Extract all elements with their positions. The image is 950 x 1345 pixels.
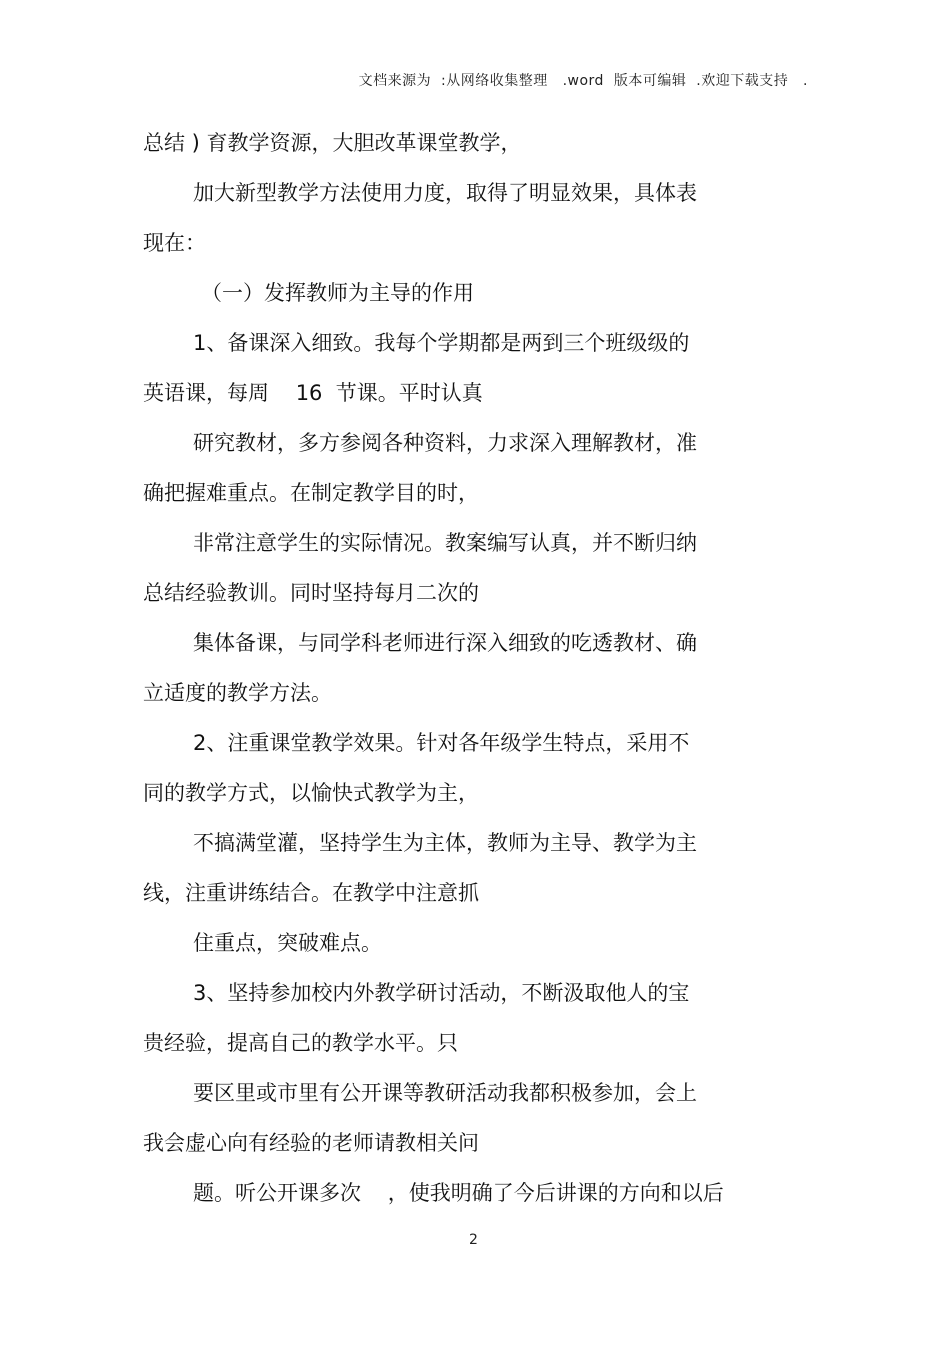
body-line: 总结 ) 育教学资源，大胆改革课堂教学， <box>143 131 522 155</box>
body-line: 集体备课，与同学科老师进行深入细致的吃透教材、确 <box>193 631 697 655</box>
body-line: 题。听公开课多次 ，使我明确了今后讲课的方向和以后 <box>193 1181 724 1205</box>
body-line: 1、备课深入细致。我每个学期都是两到三个班级级的 <box>193 331 690 355</box>
page-number: 2 <box>469 1232 478 1248</box>
body-line: 加大新型教学方法使用力度，取得了明显效果，具体表 <box>193 181 697 205</box>
body-line: 不搞满堂灌，坚持学生为主体，教师为主导、教学为主 <box>193 831 697 855</box>
page-header: 文档来源为 :从网络收集整理 .word 版本可编辑 .欢迎下载支持 . <box>358 73 808 89</box>
body-line: 3、坚持参加校内外教学研讨活动，不断汲取他人的宝 <box>193 981 690 1005</box>
body-line: 现在： <box>143 231 206 255</box>
section-heading: （一）发挥教师为主导的作用 <box>201 281 474 305</box>
body-line: 确把握难重点。在制定教学目的时， <box>143 481 479 505</box>
body-line: 贵经验，提高自己的教学水平。只 <box>143 1031 458 1055</box>
body-line: 线，注重讲练结合。在教学中注意抓 <box>143 881 479 905</box>
body-line: 同的教学方式，以愉快式教学为主， <box>143 781 479 805</box>
body-line: 要区里或市里有公开课等教研活动我都积极参加，会上 <box>193 1081 697 1105</box>
body-line: 2、注重课堂教学效果。针对各年级学生特点，采用不 <box>193 731 690 755</box>
body-line: 非常注意学生的实际情况。教案编写认真，并不断归纳 <box>193 531 697 555</box>
body-line: 总结经验教训。同时坚持每月二次的 <box>143 581 479 605</box>
body-line: 我会虚心向有经验的老师请教相关问 <box>143 1131 479 1155</box>
body-line: 英语课，每周 16 节课。平时认真 <box>143 381 483 405</box>
body-line: 立适度的教学方法。 <box>143 681 332 705</box>
body-line: 研究教材，多方参阅各种资料，力求深入理解教材，准 <box>193 431 697 455</box>
body-line: 住重点，突破难点。 <box>193 931 382 955</box>
